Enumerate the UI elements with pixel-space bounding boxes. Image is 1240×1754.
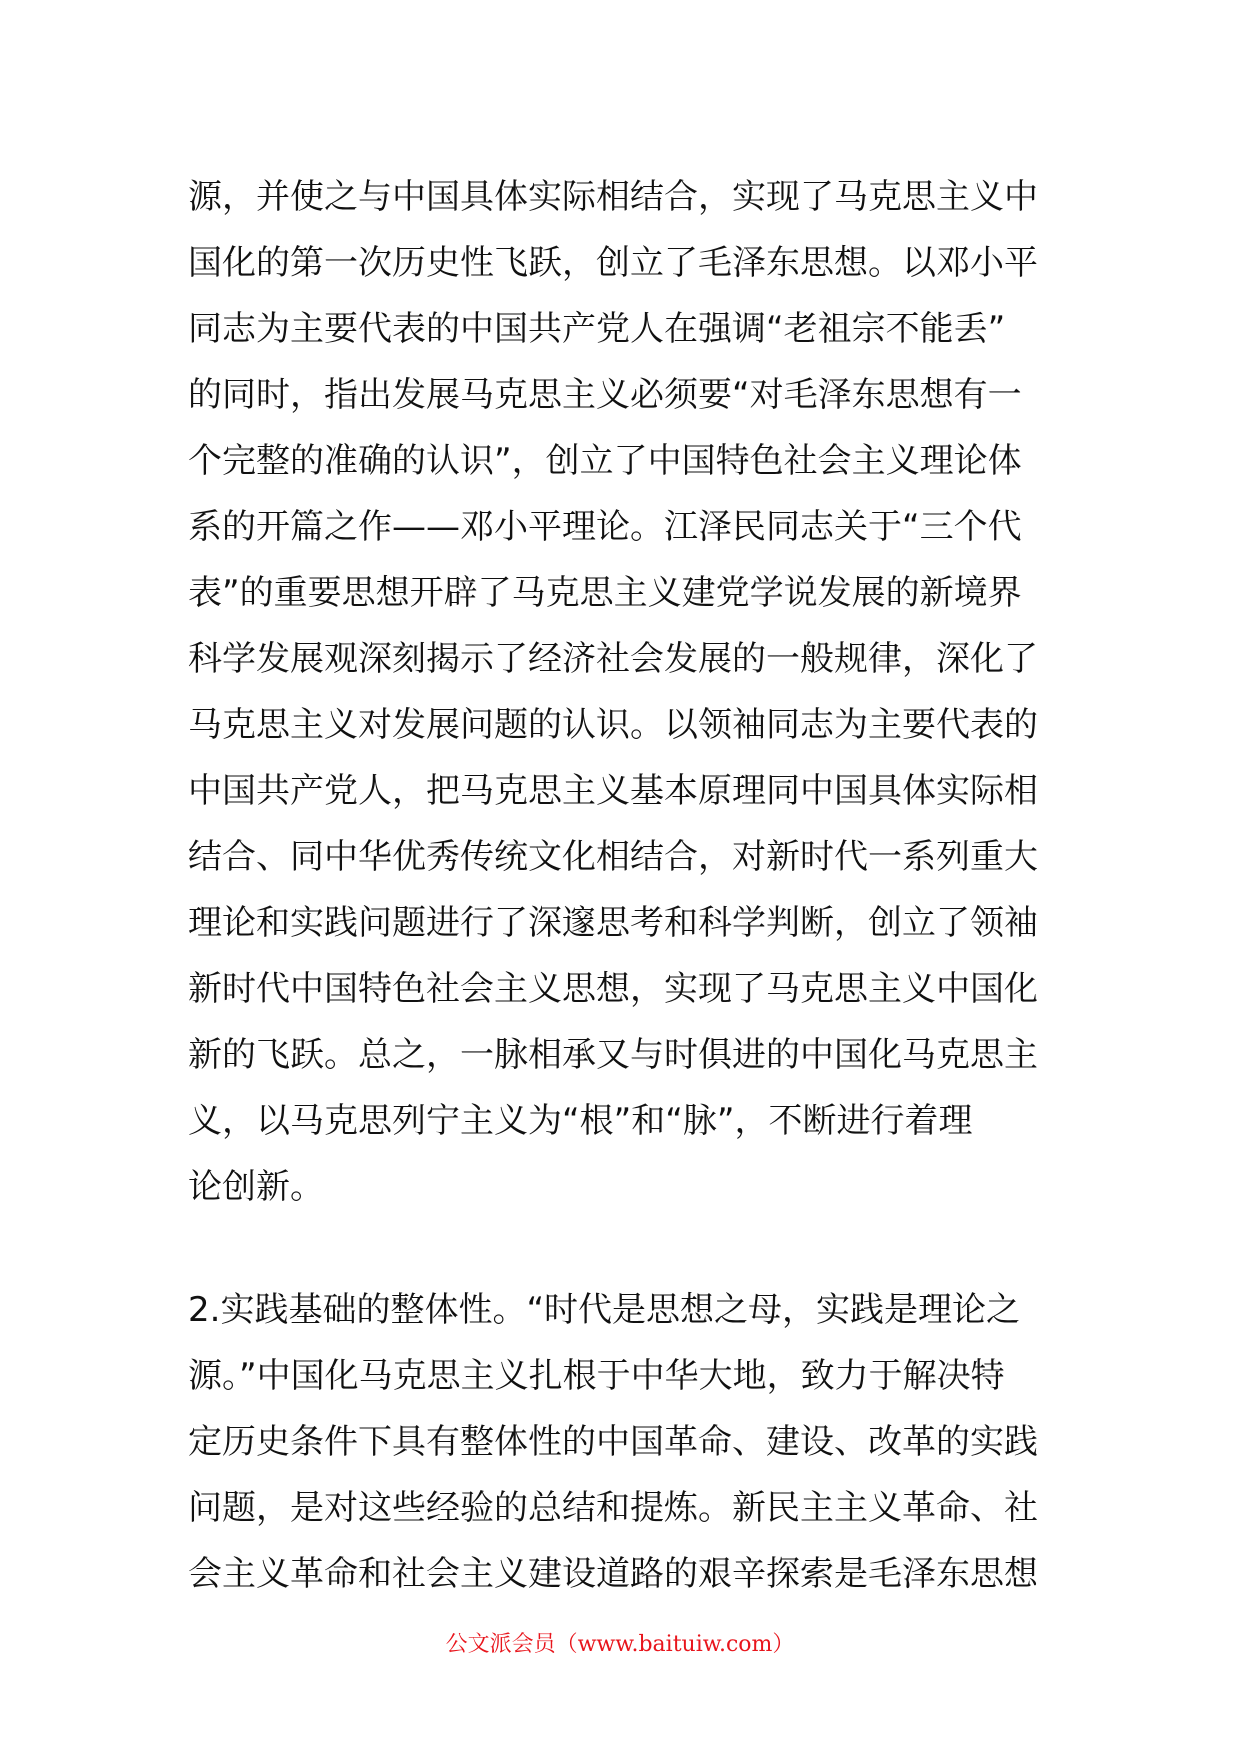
text-line: 义，以马克思列宁主义为“根”和“脉”，不断进行着理	[188, 1101, 973, 1141]
text-line: 的同时，指出发展马克思主义必须要“对毛泽东思想有一	[188, 375, 1022, 415]
text-line: 新时代中国特色社会主义思想，实现了马克思主义中国化	[188, 969, 1038, 1009]
paragraph-1	[188, 164, 1068, 1220]
text-line: 2.实践基础的整体性。“时代是思想之母，实践是理论之	[188, 1290, 1021, 1330]
text-line: 源。”中国化马克思主义扎根于中华大地，致力于解决特	[188, 1356, 1005, 1396]
text-line: 定历史条件下具有整体性的中国革命、建设、改革的实践	[188, 1422, 1038, 1462]
paragraph-2	[188, 1277, 1068, 1607]
text-line: 理论和实践问题进行了深邃思考和科学判断，创立了领袖	[188, 903, 1038, 943]
text-line: 表”的重要思想开辟了马克思主义建党学说发展的新境界	[188, 573, 1022, 613]
text-line: 马克思主义对发展问题的认识。以领袖同志为主要代表的	[188, 705, 1038, 745]
text-line: 论创新。	[188, 1167, 324, 1207]
text-line: 结合、同中华优秀传统文化相结合，对新时代一系列重大	[188, 837, 1038, 877]
text-line: 系的开篇之作——邓小平理论。江泽民同志关于“三个代	[188, 507, 1022, 547]
text-line: 个完整的准确的认识”，创立了中国特色社会主义理论体	[188, 441, 1022, 481]
footer-membership-note: 公文派会员（www.baituiw.com）	[445, 1632, 795, 1657]
text-line: 国化的第一次历史性飞跃，创立了毛泽东思想。以邓小平	[188, 243, 1038, 283]
text-line: 问题，是对这些经验的总结和提炼。新民主主义革命、社	[188, 1488, 1038, 1528]
text-line: 会主义革命和社会主义建设道路的艰辛探索是毛泽东思想	[188, 1554, 1038, 1594]
text-line: 科学发展观深刻揭示了经济社会发展的一般规律，深化了	[188, 639, 1038, 679]
text-line: 新的飞跃。总之，一脉相承又与时俱进的中国化马克思主	[188, 1035, 1038, 1075]
text-line: 同志为主要代表的中国共产党人在强调“老祖宗不能丢”	[188, 309, 1006, 349]
text-line: 中国共产党人，把马克思主义基本原理同中国具体实际相	[188, 771, 1038, 811]
text-line: 源，并使之与中国具体实际相结合，实现了马克思主义中	[188, 177, 1038, 217]
